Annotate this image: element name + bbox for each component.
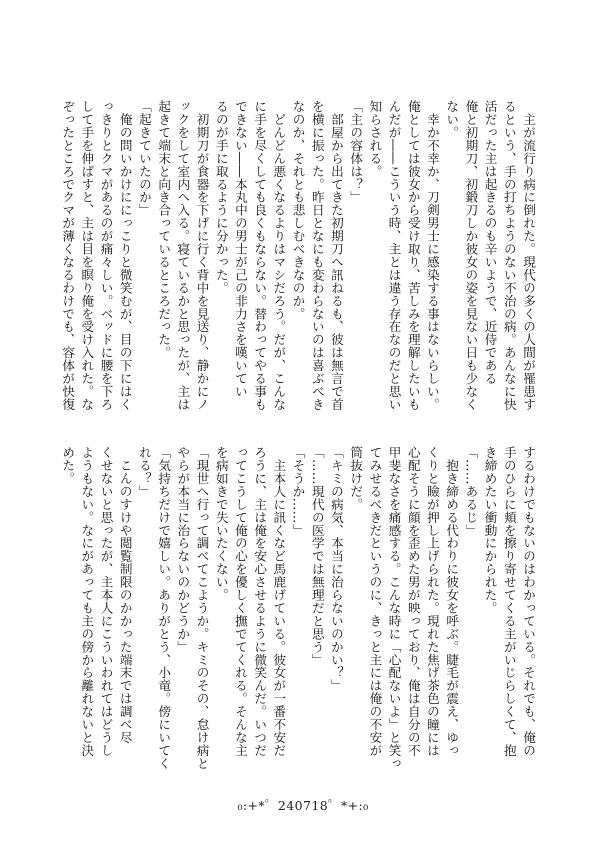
lower-text-line: 「キミの病気、本当に治らないのかい？」 [328, 446, 344, 693]
upper-text-line: るという、手の打ちようのない不治の病。あんなに快 [501, 100, 517, 411]
upper-text-line: ックをして室内へ入る。寝ているかと思ったが、主は [175, 100, 191, 411]
lower-text-line: を病如きで失いたくない。 [213, 446, 229, 602]
lower-text-line: ろうに、主は俺を安心させるように微笑んだ。いつだ [252, 446, 268, 757]
lower-text-block [60, 446, 538, 778]
upper-text-line: して手を伸ばすと、主は目を瞑り俺を受け入れた。な [79, 100, 95, 411]
lower-text-line: 「……現代の医学では無理だと思う」 [309, 446, 325, 667]
lower-text-line: こんのすけや閲覧制限のかかった端末では調べ尽 [117, 446, 133, 744]
upper-text-line: ない。 [444, 100, 460, 139]
lower-text-line: めた。 [60, 446, 76, 485]
lower-text-line: やらが本当に治らないのかどうか」 [175, 446, 191, 654]
lower-text-line: ってこうして俺の心を優しく撫でてくれる。そんな主 [232, 446, 248, 757]
lower-text-line: 抱き締める代わりに彼女を呼ぶ。睫毛が震え、ゆっ [444, 446, 460, 757]
upper-text-line: るのが手に取るように分かった。 [213, 100, 229, 295]
lower-text-line: 甲斐なさを痛感する。こんな時に「心配ないよ」と笑っ [386, 446, 402, 770]
lower-text-line: するわけでもないのはわかっている。それでも、俺の [521, 446, 536, 757]
upper-text-line: どんどん悪くなるよりはマシだろう。だが、こんな [271, 100, 287, 411]
lower-text-line: 「……あるじ」 [463, 446, 479, 537]
upper-text-block [60, 100, 538, 432]
lower-text-line: てみせるべきだというのに、きっと主には俺の不安が [367, 446, 383, 757]
upper-text-line: 主が流行り病に倒れた。現代の多くの人間が罹患す [521, 100, 536, 411]
upper-text-line: 「起きていたのか」 [136, 100, 152, 217]
upper-text-line: できない――本丸中の男士が己の非力さを嘆いてい [232, 100, 248, 398]
upper-text-line: 活だった主は起きるのも辛いようで、近侍である [482, 100, 498, 385]
upper-text-line: に手を尽くしても良くもならない。替わってやる事も [252, 100, 268, 411]
lower-text-line: 「現世へ行って調べてこようか。キミのその、怠け病と [194, 446, 210, 770]
lower-text-line: 「そうか……」 [290, 446, 306, 537]
lower-text-line: れる？」 [136, 446, 152, 498]
upper-text-line: を横に振った。昨日となにも変わらないのは喜ぶべき [309, 100, 325, 411]
upper-text-line: 俺の問いかけににっこりと微笑むが、目の下にはく [117, 100, 133, 411]
upper-text-line: んだが――こういう時、主とは違う存在なのだと思い [386, 100, 402, 411]
upper-text-line: なのか、それとも悲しむべきなのか。 [290, 100, 306, 321]
page-footer: ₀:+*゜240718゜*+:₀ [237, 798, 369, 813]
lower-text-line: 心配そうに顔を歪めた男が映っており、俺は自分の不 [405, 446, 421, 757]
upper-text-line: 知らされる。 [367, 100, 383, 178]
lower-text-line: くせないと思ったが、主本人にこういわれてはどうし [98, 446, 114, 757]
upper-text-line: ぞったところでクマが薄くなるわけでも、容体が快復 [60, 100, 76, 411]
upper-text-line: 俺と初期刀、初鍛刀しか彼女の姿を見ない日も少なく [463, 100, 479, 411]
lower-text-line: き締めたい衝動にかられた。 [482, 446, 498, 615]
lower-text-line: ようもない。なにがあっても主の傍から離れないと決 [79, 446, 95, 757]
upper-text-line: 起きて端末と向き合っているところだった。 [156, 100, 172, 359]
upper-text-line: 俺としては彼女から受け取り、苦しみを理解したいも [405, 100, 421, 411]
upper-text-line: っきりとクマがあるのが痛々しい。ベッドに腰を下ろ [98, 100, 114, 411]
upper-text-line: 幸か不幸か、刀剣男士に感染する事はないらしい。 [424, 100, 440, 411]
upper-text-line: 「主の容体は？」 [348, 100, 364, 204]
lower-text-line: くりと瞼が押し上げられた。現れた焦げ茶色の瞳には [424, 446, 440, 757]
lower-text-line: 「気持ちだけで嬉しい。ありがとう、小竜。傍にいてく [156, 446, 172, 770]
lower-text-line: 手のひらに頬を擦り寄せてくる主がいじらしくて、抱 [501, 446, 517, 757]
upper-text-line: 部屋から出てきた初期刀へ訊ねるも、彼は無言で首 [328, 100, 344, 411]
lower-text-line: 筒抜けだ。 [348, 446, 364, 511]
lower-text-line: 主本人に訊くなど馬鹿げている。彼女が一番不安だ [271, 446, 287, 757]
upper-text-line: 初期刀が食器を下げに行く背中を見送り、静かにノ [194, 100, 210, 411]
